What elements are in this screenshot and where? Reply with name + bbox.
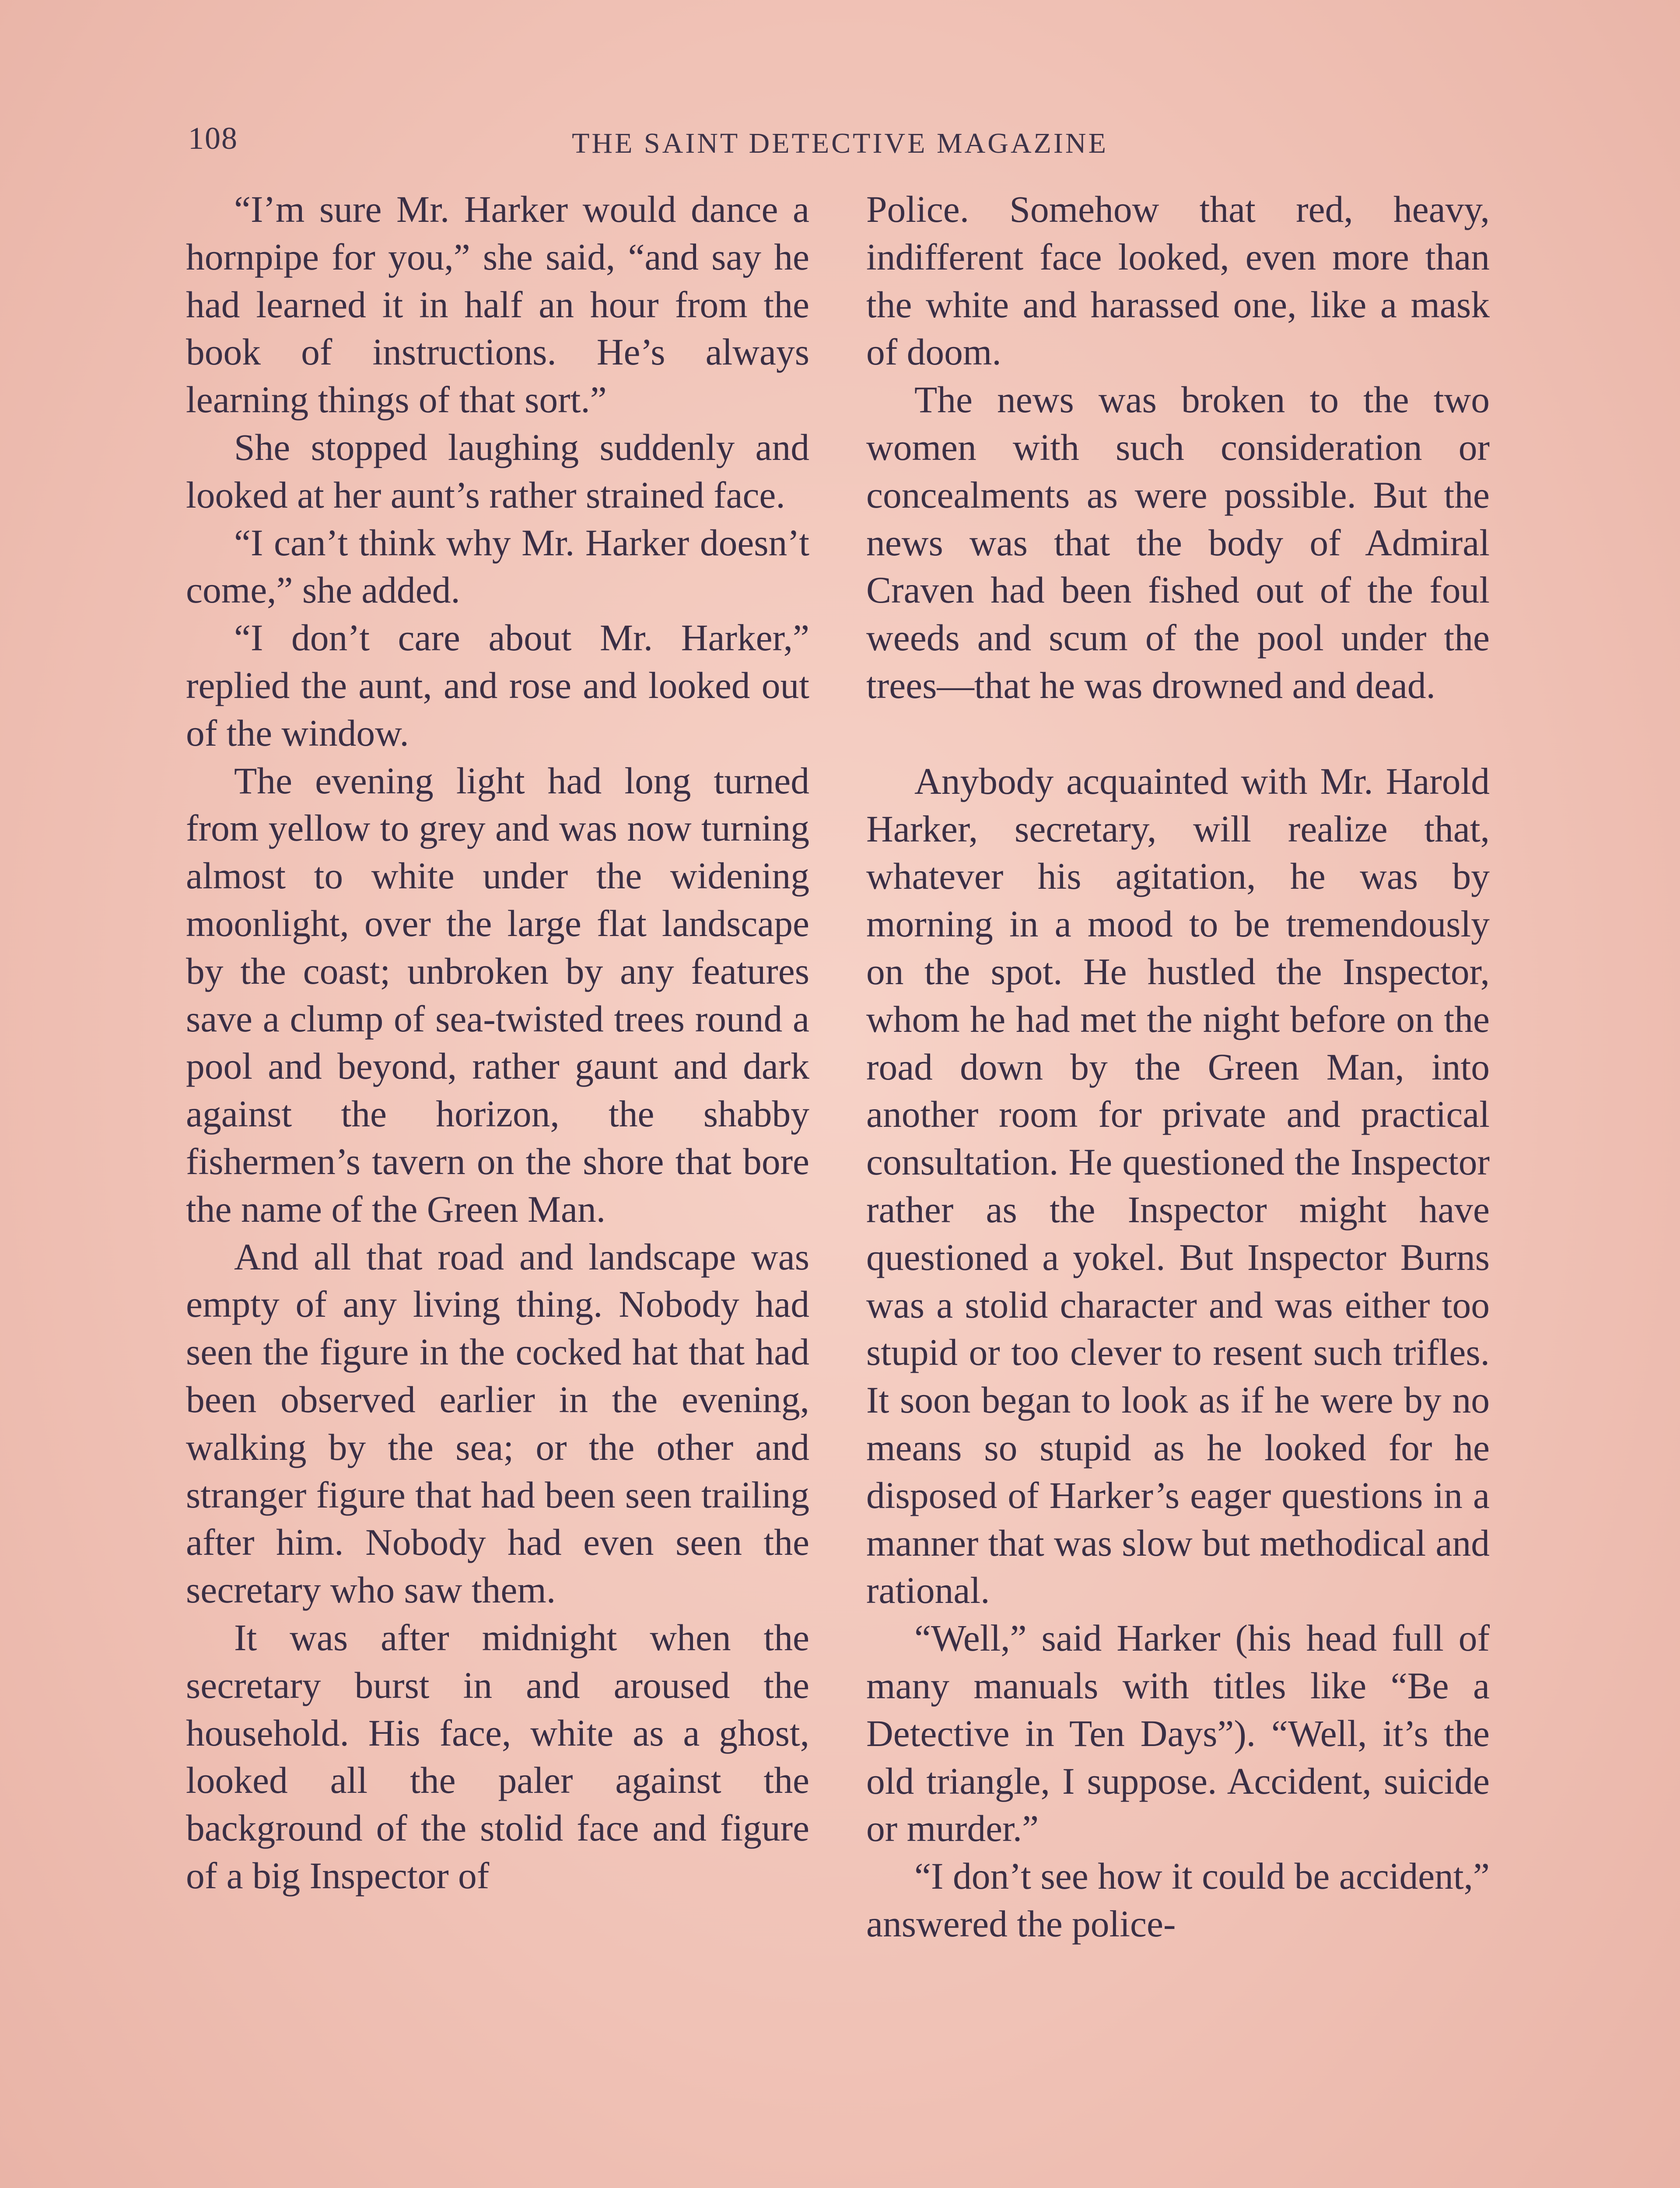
section-break — [866, 710, 1490, 758]
right-column — [866, 186, 1490, 1948]
paragraph: She stopped laughing suddenly and looked at her aunt’s rather strained face. — [186, 427, 809, 516]
paragraph: “I don’t care about Mr. Harker,” replied the aunt, and rose and looked out of the window. — [186, 617, 809, 754]
paragraph: Anybody acquainted with Mr. Harold Harker, secretary, will realize that, whatever his agitation, he was by morning in a mood to be tremendously on the spot. He hustled the Inspector, whom he had met the night before on the road down by the Green Man, into another room for private and practical consultation. He questioned the Inspector rather as the Inspector might have questioned a yokel. But Inspector Burns was a stolid character and was either too stupid or too clever to resent such trifles. It soon began to look as if he were by no means so stupid as he looked for he disposed of Harker’s eager questions in a manner that was slow but methodical and rational. — [866, 761, 1490, 1612]
page-number: 108 — [188, 121, 238, 156]
paragraph: It was after midnight when the secretary burst in and aroused the household. His face, white as a ghost, looked all the paler against the background of the stolid face and figure of a big Inspector of — [186, 1617, 809, 1897]
left-column — [186, 186, 809, 1900]
paragraph: “I can’t think why Mr. Harker doesn’t come,” she added. — [186, 522, 809, 611]
paragraph: The evening light had long turned from yellow to grey and was now turning almost to white under the widening moonlight, over the large flat landscape by the coast; unbroken by any features save a clump of sea-twisted trees round a pool and beyond, rather gaunt and dark against the horizon, the shabby fishermen’s tavern on the shore that bore the name of the Green Man. — [186, 760, 809, 1230]
paragraph: “Well,” said Harker (his head full of many manuals with titles like “Be a Detective in Ten Days”). “Well, it’s the old triangle, I suppose. Accident, suicide or murder.” — [866, 1618, 1490, 1850]
paragraph: And all that road and landscape was empty of any living thing. Nobody had seen the figure in the cocked hat that had been observed earlier in the evening, walking by the sea; or the other and stranger figure that had been seen trailing after him. Nobody had even seen the secretary who saw them. — [186, 1236, 809, 1611]
paragraph: The news was broken to the two women with such consideration or concealments as were possible. But the news was that the body of Admiral Craven had been fished out of the foul weeds and scum of the pool under the trees—that he was drowned and dead. — [866, 379, 1490, 706]
paragraph-continuation: Police. Somehow that red, heavy, indifferent face looked, even more than the white and harassed one, like a mask of doom. — [866, 189, 1490, 373]
paragraph: “I don’t see how it could be accident,” answered the police- — [866, 1856, 1490, 1945]
running-head: THE SAINT DETECTIVE MAGAZINE — [572, 127, 1108, 159]
paragraph: “I’m sure Mr. Harker would dance a hornpipe for you,” she said, “and say he had learned it in half an hour from the book of instructions. He’s always learning things of that sort.” — [186, 189, 809, 421]
